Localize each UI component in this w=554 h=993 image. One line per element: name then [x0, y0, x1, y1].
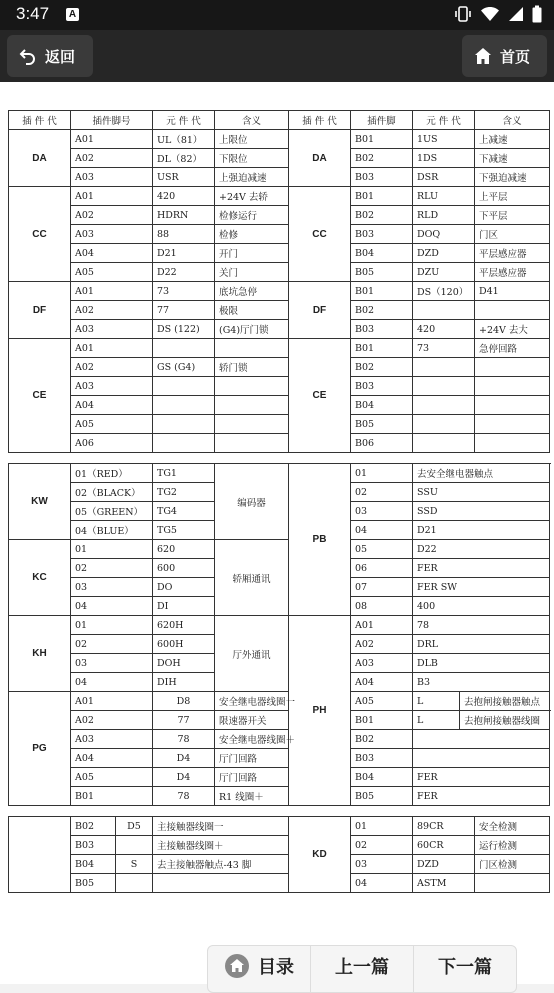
- status-icons: [454, 5, 542, 23]
- table-cell: [9, 817, 71, 893]
- table-cell: 开门: [215, 244, 289, 263]
- table-row: [9, 855, 550, 874]
- table-cell: DZD: [413, 855, 475, 874]
- table-cell: 04: [351, 521, 413, 540]
- table-cell: A05: [71, 768, 153, 787]
- table-row: [9, 464, 550, 483]
- toc-label: 目录: [258, 957, 294, 978]
- table-cell: A05: [71, 415, 153, 434]
- table-cell: 78: [413, 616, 550, 635]
- table-row: [9, 692, 550, 711]
- table-cell: B01: [351, 187, 413, 206]
- table-row: [9, 301, 550, 320]
- table-cell: 01（RED）: [71, 464, 153, 483]
- signal-icon: [508, 5, 524, 23]
- table-cell: [413, 301, 475, 320]
- table-cell: B01: [351, 339, 413, 358]
- table-row: [9, 339, 550, 358]
- table-cell: 厅门回路: [215, 749, 351, 768]
- table-cell: 下限位: [215, 149, 289, 168]
- table-cell: DOH: [153, 654, 215, 673]
- table-cell: 620H: [153, 616, 215, 635]
- table-row: [9, 149, 550, 168]
- table-row: [9, 836, 550, 855]
- table-cell: 03: [71, 654, 153, 673]
- table-row: [9, 282, 550, 301]
- table-cell: [215, 339, 289, 358]
- table-row: [9, 540, 550, 559]
- table-cell: 下强迫减速: [475, 168, 550, 187]
- table-cell: 78: [153, 730, 215, 749]
- table-cell: 关门: [215, 263, 289, 282]
- table-cell: L: [413, 711, 460, 730]
- table-cell: 1DS: [413, 149, 475, 168]
- table-cell: KH: [9, 616, 71, 692]
- table-cell: [475, 358, 550, 377]
- header-cell: 插件脚: [351, 111, 413, 130]
- table-cell: A02: [71, 301, 153, 320]
- header-cell: 含义: [475, 111, 550, 130]
- table-cell: PH: [289, 616, 351, 806]
- table-cell: 73: [413, 339, 475, 358]
- table-cell: [475, 301, 550, 320]
- header-cell: 插 件 代: [289, 111, 351, 130]
- table3-body: [9, 817, 550, 893]
- table-cell: KW: [9, 464, 71, 540]
- table-cell: [215, 415, 289, 434]
- table-row: [9, 711, 550, 730]
- table-cell: A01: [71, 692, 153, 711]
- table-cell: 03: [351, 502, 413, 521]
- table-cell: B03: [351, 168, 413, 187]
- table-cell: DS（120）: [413, 282, 475, 301]
- table-cell: [153, 874, 289, 893]
- table-cell: 78: [153, 787, 215, 806]
- table-cell: A03: [71, 377, 153, 396]
- table-row: [9, 768, 550, 787]
- document-view[interactable]: [0, 82, 554, 984]
- table-cell: 02: [351, 483, 413, 502]
- home-button[interactable]: [462, 35, 547, 77]
- table-cell: 去抱闸接触器线圈: [460, 711, 550, 730]
- table-cell: DLB: [413, 654, 550, 673]
- table-cell: B05: [71, 874, 116, 893]
- table-cell: 05: [351, 540, 413, 559]
- table-cell: 06: [351, 559, 413, 578]
- table-cell: 限速器开关: [215, 711, 351, 730]
- table-row: [9, 263, 550, 282]
- table-cell: DI: [153, 597, 215, 616]
- table-cell: 平层感应器: [475, 263, 550, 282]
- table-cell: D41: [475, 282, 550, 301]
- table-cell: 02: [351, 836, 413, 855]
- table-cell: B04: [71, 855, 116, 874]
- table-cell: B05: [351, 415, 413, 434]
- table-row: [9, 730, 550, 749]
- table-cell: [153, 415, 215, 434]
- table-cell: A05: [71, 263, 153, 282]
- table-cell: PB: [289, 464, 351, 616]
- table-cell: CC: [289, 187, 351, 282]
- table-cell: A03: [71, 730, 153, 749]
- table-cell: 08: [351, 597, 413, 616]
- table-cell: 88: [153, 225, 215, 244]
- table-cell: [153, 434, 215, 453]
- table-row: [9, 396, 550, 415]
- table-cell: RLD: [413, 206, 475, 225]
- table-cell: B03: [351, 377, 413, 396]
- table-cell: FER: [413, 559, 550, 578]
- table-cell: 检修: [215, 225, 289, 244]
- table-cell: B02: [351, 358, 413, 377]
- table-cell: B03: [71, 836, 116, 855]
- table-row: [9, 206, 550, 225]
- table-row: [9, 130, 550, 149]
- table-cell: 下减速: [475, 149, 550, 168]
- table-cell: [116, 874, 153, 893]
- table-cell: D22: [153, 263, 215, 282]
- table-cell: [475, 434, 550, 453]
- connector-table-2: [8, 463, 550, 806]
- table-cell: D4: [153, 768, 215, 787]
- table-row: [9, 168, 550, 187]
- table-cell: DL（82）: [153, 149, 215, 168]
- prev-label: 上一篇: [335, 957, 389, 978]
- header-cell: 元 件 代: [413, 111, 475, 130]
- table-row: [9, 874, 550, 893]
- table-cell: [475, 415, 550, 434]
- table-cell: B01: [351, 130, 413, 149]
- back-label: 返回: [45, 47, 76, 66]
- table-cell: 01: [71, 540, 153, 559]
- table-cell: A03: [71, 320, 153, 339]
- table-cell: CE: [289, 339, 351, 453]
- table-cell: FER: [413, 787, 550, 806]
- table-cell: 上平层: [475, 187, 550, 206]
- table-cell: 02（BLACK）: [71, 483, 153, 502]
- table-cell: B01: [351, 282, 413, 301]
- table-cell: 检修运行: [215, 206, 289, 225]
- table-cell: 77: [153, 301, 215, 320]
- table-cell: 03: [351, 855, 413, 874]
- table-cell: L: [413, 692, 460, 711]
- table-cell: PG: [9, 692, 71, 806]
- table-cell: DO: [153, 578, 215, 597]
- table-cell: B05: [351, 787, 413, 806]
- table-cell: 主接触器线圈一: [153, 817, 289, 836]
- table-cell: 04（BLUE）: [71, 521, 153, 540]
- table-cell: B3: [413, 673, 550, 692]
- table-cell: B04: [351, 244, 413, 263]
- table-cell: B04: [351, 768, 413, 787]
- table-cell: 01: [351, 817, 413, 836]
- home-label: 首页: [500, 47, 531, 66]
- table-cell: A02: [71, 149, 153, 168]
- table-cell: 02: [71, 559, 153, 578]
- table-cell: A02: [71, 358, 153, 377]
- table-cell: +24V 去大: [475, 320, 550, 339]
- toc-button[interactable]: [208, 946, 311, 992]
- table-cell: [153, 377, 215, 396]
- table-cell: [153, 339, 215, 358]
- table-cell: 400: [413, 597, 550, 616]
- table-cell: D21: [153, 244, 215, 263]
- table-cell: 安全检测: [475, 817, 550, 836]
- table-cell: B05: [351, 263, 413, 282]
- table-cell: 主接触器线圈＋: [153, 836, 289, 855]
- table-cell: 420: [413, 320, 475, 339]
- next-button[interactable]: [414, 946, 516, 992]
- table2-body: [9, 464, 550, 806]
- table-cell: 厅外通讯: [215, 616, 289, 692]
- table-cell: A01: [71, 130, 153, 149]
- table-cell: 门区检测: [475, 855, 550, 874]
- header-cell: 插件脚号: [71, 111, 153, 130]
- table-cell: CC: [9, 187, 71, 282]
- table-cell: A03: [71, 168, 153, 187]
- table-cell: 600H: [153, 635, 215, 654]
- table-cell: B03: [351, 749, 413, 768]
- table-cell: DS (122): [153, 320, 215, 339]
- table-row: [9, 817, 550, 836]
- table-cell: [215, 396, 289, 415]
- table-cell: 厅门回路: [215, 768, 351, 787]
- home-circle-icon: [224, 953, 250, 979]
- table-cell: UL（81）: [153, 130, 215, 149]
- table-cell: CE: [9, 339, 71, 453]
- prev-button[interactable]: [311, 946, 414, 992]
- table-cell: 下平层: [475, 206, 550, 225]
- table-cell: 上减速: [475, 130, 550, 149]
- table-cell: 极限: [215, 301, 289, 320]
- table-cell: [413, 749, 550, 768]
- header-cell: 含义: [215, 111, 289, 130]
- table-cell: DZD: [413, 244, 475, 263]
- table-cell: 运行检测: [475, 836, 550, 855]
- table-cell: B03: [351, 320, 413, 339]
- table-cell: A02: [351, 635, 413, 654]
- table-cell: A06: [71, 434, 153, 453]
- table-cell: A01: [71, 187, 153, 206]
- table-cell: 05（GREEN）: [71, 502, 153, 521]
- table-cell: DRL: [413, 635, 550, 654]
- table-cell: [153, 396, 215, 415]
- table-cell: A01: [71, 282, 153, 301]
- table-row: [9, 377, 550, 396]
- table-row: [9, 187, 550, 206]
- back-arrow-icon: [19, 47, 37, 65]
- table-cell: B02: [351, 730, 413, 749]
- table-cell: 1US: [413, 130, 475, 149]
- table-cell: D4: [153, 749, 215, 768]
- table-cell: [413, 377, 475, 396]
- table-cell: 急停回路: [475, 339, 550, 358]
- table-cell: DF: [289, 282, 351, 339]
- table-cell: A05: [351, 692, 413, 711]
- table-cell: B02: [71, 817, 116, 836]
- table-cell: 420: [153, 187, 215, 206]
- table-cell: 02: [71, 635, 153, 654]
- table-row: [9, 749, 550, 768]
- table-cell: TG1: [153, 464, 215, 483]
- table-cell: A01: [351, 616, 413, 635]
- table-row: [9, 244, 550, 263]
- table-cell: ASTM: [413, 874, 475, 893]
- table-cell: TG4: [153, 502, 215, 521]
- table-cell: R1 线圈＋: [215, 787, 351, 806]
- table-cell: A03: [71, 225, 153, 244]
- table-cell: 轿门锁: [215, 358, 289, 377]
- table-cell: B03: [351, 225, 413, 244]
- back-button[interactable]: [7, 35, 93, 77]
- table-cell: USR: [153, 168, 215, 187]
- table-cell: A04: [351, 673, 413, 692]
- connector-table-3: [8, 816, 550, 893]
- table-cell: [413, 730, 550, 749]
- table-cell: RLU: [413, 187, 475, 206]
- table-row: [9, 616, 550, 635]
- table-cell: 01: [351, 464, 413, 483]
- table1-body: [9, 130, 550, 453]
- table-cell: 03: [71, 578, 153, 597]
- table-cell: SSD: [413, 502, 550, 521]
- table-cell: DA: [289, 130, 351, 187]
- table-cell: 去抱闸接触器触点: [460, 692, 550, 711]
- table-cell: B06: [351, 434, 413, 453]
- table-cell: DSR: [413, 168, 475, 187]
- table-cell: 620: [153, 540, 215, 559]
- table-cell: D8: [153, 692, 215, 711]
- table-cell: DF: [9, 282, 71, 339]
- status-bar: [0, 0, 554, 30]
- table-cell: FER SW: [413, 578, 550, 597]
- table-cell: 门区: [475, 225, 550, 244]
- table-cell: [413, 396, 475, 415]
- table-cell: TG5: [153, 521, 215, 540]
- table-cell: A04: [71, 396, 153, 415]
- table-cell: B04: [351, 396, 413, 415]
- table-cell: B01: [71, 787, 153, 806]
- table-cell: B02: [351, 149, 413, 168]
- table-cell: DA: [9, 130, 71, 187]
- header-cell: 元 件 代: [153, 111, 215, 130]
- table-cell: 编码器: [215, 464, 289, 540]
- table-cell: [475, 396, 550, 415]
- table-cell: DZU: [413, 263, 475, 282]
- table-cell: TG2: [153, 483, 215, 502]
- table-header-row: [9, 111, 550, 130]
- table-cell: [215, 377, 289, 396]
- table-cell: [215, 434, 289, 453]
- table-cell: 07: [351, 578, 413, 597]
- vibrate-icon: [454, 5, 472, 23]
- table-cell: A03: [351, 654, 413, 673]
- table-cell: 60CR: [413, 836, 475, 855]
- table-cell: SSU: [413, 483, 550, 502]
- table-cell: A04: [71, 244, 153, 263]
- table-cell: 04: [351, 874, 413, 893]
- table-cell: D21: [413, 521, 550, 540]
- table-cell: 去主接触器触点-43 脚: [153, 855, 289, 874]
- table-row: [9, 225, 550, 244]
- table-cell: [116, 836, 153, 855]
- table-row: [9, 415, 550, 434]
- table-cell: B01: [351, 711, 413, 730]
- table-row: [9, 320, 550, 339]
- table-row: [9, 434, 550, 453]
- table-cell: A04: [71, 749, 153, 768]
- table-cell: 01: [71, 616, 153, 635]
- table-cell: 上限位: [215, 130, 289, 149]
- table-cell: A01: [71, 339, 153, 358]
- table-cell: [413, 434, 475, 453]
- table-cell: [413, 358, 475, 377]
- table-cell: 73: [153, 282, 215, 301]
- table-cell: 平层感应器: [475, 244, 550, 263]
- table-cell: S: [116, 855, 153, 874]
- table-cell: A02: [71, 711, 153, 730]
- next-label: 下一篇: [438, 957, 492, 978]
- table-cell: 安全继电器线圈＋: [215, 730, 351, 749]
- table-cell: +24V 去轿: [215, 187, 289, 206]
- home-icon: [474, 47, 492, 65]
- table-cell: HDRN: [153, 206, 215, 225]
- table-cell: 去安全继电器触点: [413, 464, 550, 483]
- table-cell: 04: [71, 597, 153, 616]
- table-cell: A02: [71, 206, 153, 225]
- table-cell: 安全继电器线圈一: [215, 692, 351, 711]
- table-cell: 底坑急停: [215, 282, 289, 301]
- table-cell: 89CR: [413, 817, 475, 836]
- table-cell: FER: [413, 768, 550, 787]
- table-cell: 上强迫减速: [215, 168, 289, 187]
- table-cell: GS (G4): [153, 358, 215, 377]
- battery-icon: [532, 5, 542, 23]
- table-cell: 77: [153, 711, 215, 730]
- connector-table-1: [8, 110, 550, 453]
- table-cell: [475, 377, 550, 396]
- table-cell: 轿厢通讯: [215, 540, 289, 616]
- table-cell: B02: [351, 206, 413, 225]
- table-cell: B02: [351, 301, 413, 320]
- notification-icon: A: [66, 8, 79, 21]
- table-cell: 04: [71, 673, 153, 692]
- bottom-nav: [207, 945, 517, 993]
- table-row: [9, 787, 550, 806]
- table-cell: DOQ: [413, 225, 475, 244]
- table-cell: 600: [153, 559, 215, 578]
- table-cell: KC: [9, 540, 71, 616]
- table-cell: (G4)厅门锁: [215, 320, 289, 339]
- wifi-icon: [480, 5, 500, 23]
- top-toolbar: [0, 30, 554, 82]
- header-cell: 插 件 代: [9, 111, 71, 130]
- table-cell: D5: [116, 817, 153, 836]
- table-row: [9, 358, 550, 377]
- table-cell: [475, 874, 550, 893]
- table-cell: KD: [289, 817, 351, 893]
- clock: 3:47: [16, 4, 50, 23]
- table-cell: [413, 415, 475, 434]
- table-cell: D22: [413, 540, 550, 559]
- pin-table-image: [8, 110, 549, 893]
- table-cell: DIH: [153, 673, 215, 692]
